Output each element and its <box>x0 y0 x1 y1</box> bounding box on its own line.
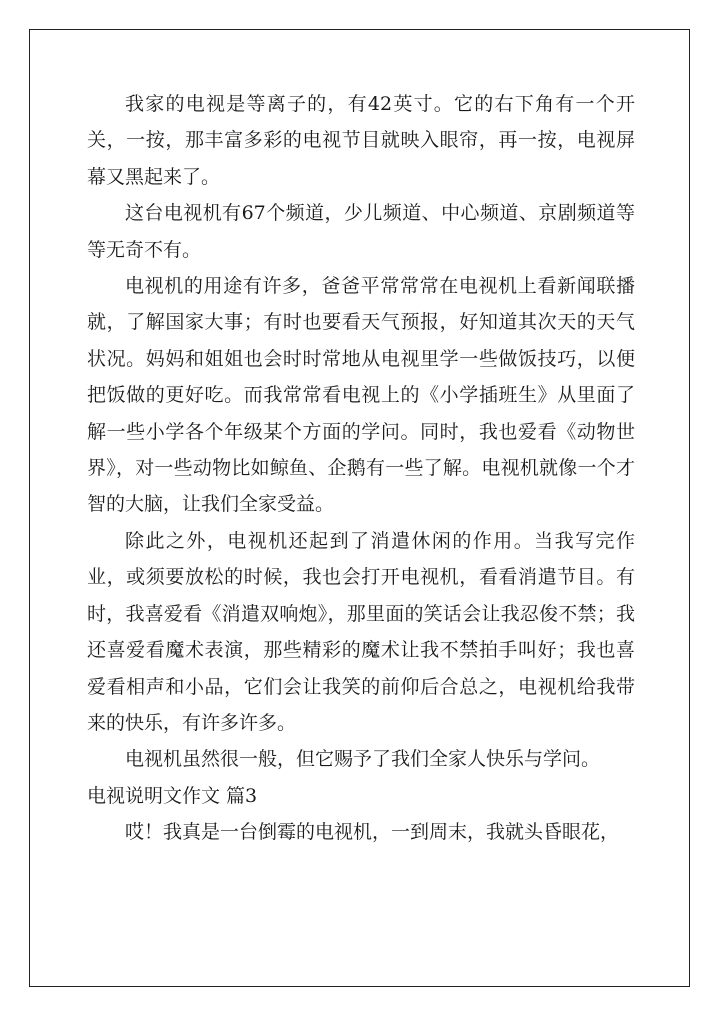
paragraph-next-essay-opening: 哎！我真是一台倒霉的电视机，一到周末，我就头昏眼花， <box>125 821 620 844</box>
paragraph-tv-uses: 电视机的用途有许多，爸爸平常常常在电视机上看新闻联播就，了解国家大事；有时也要看天气预报，好知道其次天的天气状况。妈妈和姐姐也会时时常地从电视里学一些做饭技巧，以便把饭做的更好吃。而我常常看电视上的《小学插班生》从里面了解一些小学各个年级某个方面的学问。同时，我也爱看《动物世界》，对一些动物比如鲸鱼、企鹅有一些了解。电视机就像一个才智的大脑，让我们全家受益。 <box>87 275 635 516</box>
section-heading: 电视说明文作文 篇3 <box>87 784 258 807</box>
paragraph-tv-channels: 这台电视机有67个频道，少儿频道、中心频道、京剧频道等等无奇不有。 <box>87 202 635 261</box>
document-body <box>87 86 635 851</box>
paragraph-tv-conclusion: 电视机虽然很一般，但它赐予了我们全家人快乐与学问。 <box>125 748 601 771</box>
paragraph-tv-description: 我家的电视是等离子的，有42英寸。它的右下角有一个开关，一按，那丰富多彩的电视节目就映入眼帘，再一按，电视屏幕又黑起来了。 <box>87 93 635 188</box>
paragraph-tv-leisure: 除此之外，电视机还起到了消遣休闲的作用。当我写完作业，或须要放松的时候，我也会打开电视机，看看消遣节目。有时，我喜爱看《消遣双响炮》，那里面的笑话会让我忍俊不禁；我还喜爱看魔术表演，那些精彩的魔术让我不禁拍手叫好；我也喜爱看相声和小品，它们会让我笑的前仰后合总之，电视机给我带来的快乐，有许多许多。 <box>87 529 635 734</box>
